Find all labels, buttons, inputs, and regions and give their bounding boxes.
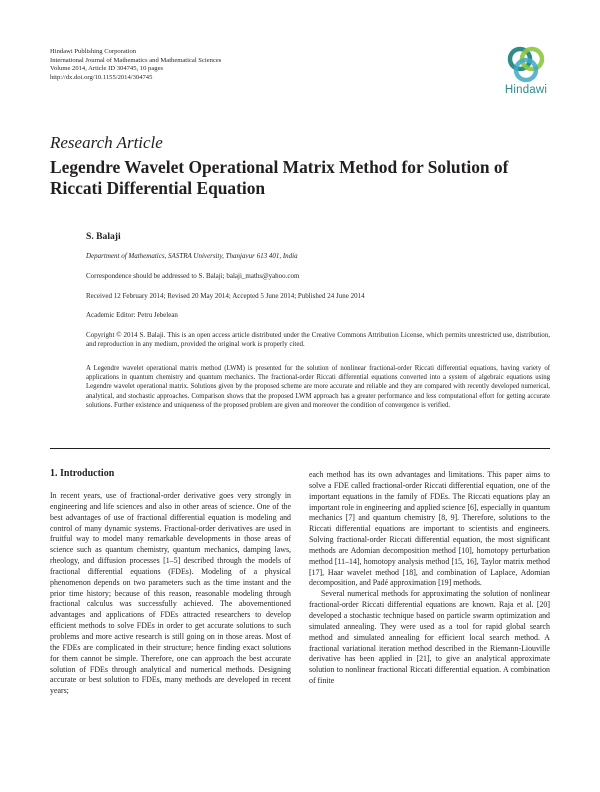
- section-heading-introduction: 1. Introduction: [50, 468, 115, 479]
- body-paragraph: each method has its own advantages and limitations. This paper aims to solve a FDE called fractional-order Riccati differential equation, one of the important equations in the family of FDEs. The Riccati equations play an important role in engineering and applied science [6], especially in quantum mechanics [7] and quantum chemistry [8, 9]. Therefore, solutions to the Riccati differential equations are important to scientists and engineers. Solving fractional-order Riccati differential equation, the most significant methods are Adomian decomposition method [10], homotopy perturbation method [11–14], homotopy analysis method [15, 16], Taylor matrix method [17], Haar wavelet method [18], and combination of Laplace, Adomian decomposition, and Padé approximation [19] methods.: [309, 470, 550, 588]
- abstract: A Legendre wavelet operational matrix method (LWM) is presented for the solution of nonlinear fractional-order Riccati differential equations, having variety of applications in quantum chemistry and quantum mechanics. The fractional-order Riccati differential equations converted into a system of algebraic equations using Legendre wavelet operational matrix. Solutions given by the proposed scheme are more accurate and reliable and they are compared with recently developed numerical, analytical, and stochastic approaches. Comparison shows that the proposed LWM approach has a greater performance and less computational effort for getting accurate solutions. Further existence and uniqueness of the proposed problem are given and moreover the condition of convergence is verified.: [86, 365, 550, 409]
- author-name: S. Balaji: [86, 231, 121, 242]
- correspondence: Correspondence should be addressed to S. Balaji; balaji_maths@yahoo.com: [86, 272, 300, 280]
- journal-name-line: International Journal of Mathematics and Mathematical Sciences: [50, 56, 222, 64]
- affiliation: Department of Mathematics, SASTRA University, Thanjavur 613 401, India: [86, 252, 298, 260]
- right-column: [309, 470, 550, 687]
- section-divider: [50, 448, 550, 449]
- hindawi-logo-icon: [504, 45, 548, 85]
- copyright-notice: Copyright © 2014 S. Balaji. This is an open access article distributed under the Creative Commons Attribution License, which permits unrestricted use, distribution, and reproduction in any medium, provided the original work is properly cited.: [86, 331, 550, 349]
- body-paragraph: In recent years, use of fractional-order derivative goes very strongly in engineering and life sciences and also in other areas of science. One of the best advantages of use of fractional differential equation is modeling and control of many dynamic systems. Fractional-order derivatives are used in fruitful way to model many remarkable developments in those areas of science such as quantum chemistry, quantum mechanics, damping laws, rheology, and diffusion processes [1–5] described through the models of fractional differential equations (FDEs). Modeling of a physical phenomenon depends on two parameters such as the time instant and the prior time history; because of this reason, reasonable modeling through fractional calculus was successfully achieved. The abovementioned advantages and applications of FDEs attracted researchers to develop efficient methods to solve FDEs in order to get accurate solutions to such problems and more active research is still going on in those areas. Most of the FDEs are complicated in their structure; hence finding exact solutions for them cannot be simple. Therefore, one can approach the best accurate solution of FDEs through analytical and numerical methods. Designing accurate or best solution to FDEs, many methods are developed in recent years;: [50, 491, 291, 696]
- doi-link[interactable]: http://dx.doi.org/10.1155/2014/304745: [50, 74, 153, 82]
- hindawi-logo: [496, 45, 556, 107]
- journal-header: [50, 48, 350, 83]
- academic-editor: Academic Editor: Petru Jebelean: [86, 311, 178, 319]
- article-type: Research Article: [50, 133, 163, 152]
- left-column: [50, 491, 291, 697]
- volume-line: Volume 2014, Article ID 304745, 10 pages: [50, 65, 164, 73]
- paper-title: Legendre Wavelet Operational Matrix Method for Solution of Riccati Differential Equation: [50, 157, 509, 198]
- body-paragraph: Several numerical methods for approximating the solution of nonlinear fractional-order Riccati differential equations are known. Raja et al. [20] developed a stochastic technique based on particle swarm optimization and simulated annealing. They were used as a tool for rapid global search method and simulated annealing for efficient local search method. A fractional variational iteration method described in the Riemann-Liouville derivative has been applied in [21], to give an analytical approximate solution to nonlinear fractional Riccati differential equation. A combination of finite: [309, 589, 550, 686]
- publisher-line: Hindawi Publishing Corporation: [50, 48, 137, 55]
- hindawi-logo-text: Hindawi: [504, 84, 548, 96]
- publication-dates: Received 12 February 2014; Revised 20 May 2014; Accepted 5 June 2014; Published 24 June 2014: [86, 292, 365, 300]
